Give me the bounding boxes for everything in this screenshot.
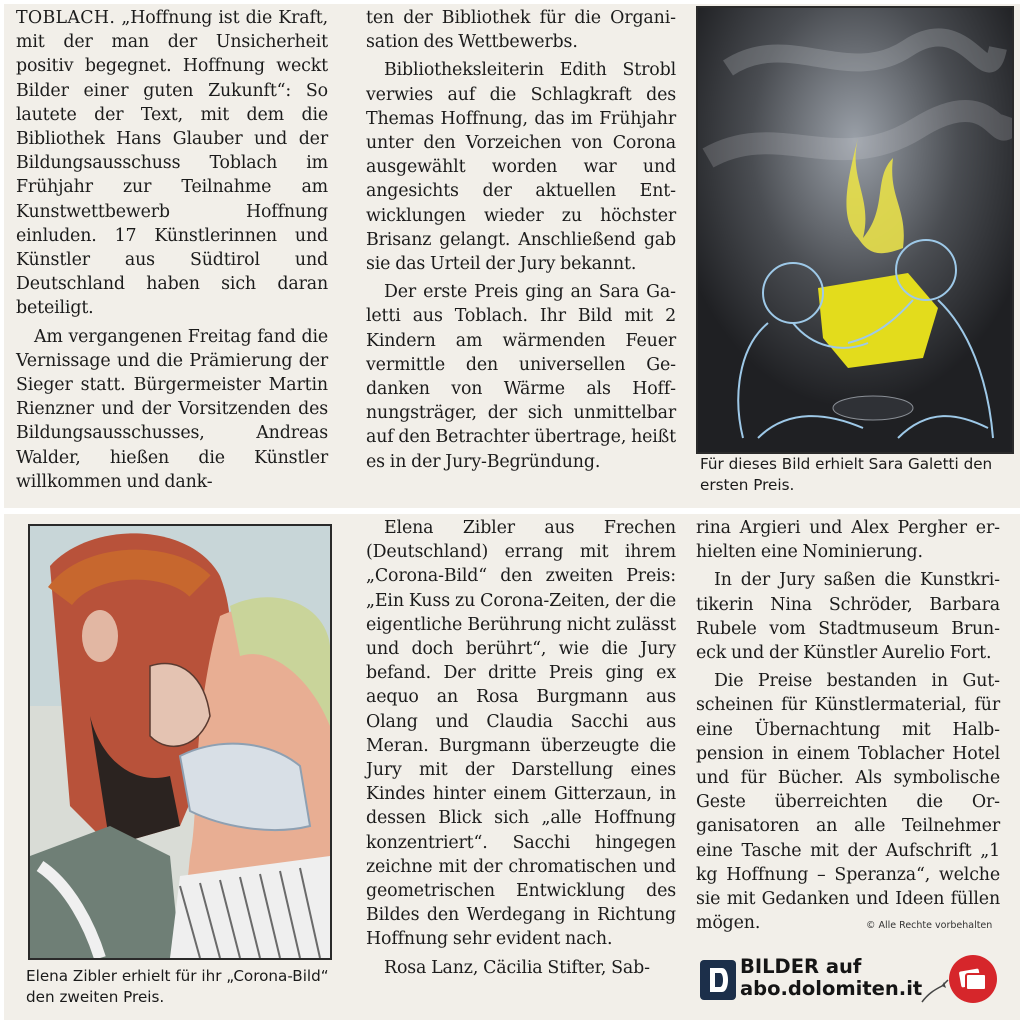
photo-gallery-icon[interactable] [948,954,998,1004]
paragraph-text: „Hoffnung ist die Kraft, mit der man der Unsicherheit positiv begegnet. Hoffnung weckt Bilder einer guten Zukunft“: So lautete der Text, mit dem die Bibliothek Hans Glauber und der Bildungsausschuss Toblach im Frühjahr zur Teilnahme am Kunstwettbewerb Hoffnung einluden. 17 Künstlerinnen und Künstler aus Südtirol und Deutschland haben sich daran beteiligt. [16,8,328,319]
dolomiten-logo-icon [700,960,736,1000]
article-paragraph [16,6,328,321]
article-panel-bottom [4,514,1020,1020]
article-paragraph: rina Argieri und Alex Pergher erhielten eine Nominierung. [696,518,1000,563]
article-column-5 [696,516,1000,935]
article-paragraph: ten der Bibliothek für die Organisation des Wettbewerbs. [366,8,676,53]
article-paragraph: Bibliotheksleiterin Edith Strobl verwies auf die Schlagkraft des Themas Hoffnung, das im Frühjahr unter den Vorzeichen von Corona ausgewählt worden war und angesichts der aktuellen Entwicklungen wieder zu höchster Brisanz gelangt. Anschließend gab sie das Urteil der Jury bekannt. [366,60,676,275]
photo-caption-bottom: Elena Zibler erhielt für ihr „Corona-Bild“ den zweiten Preis. [26,967,329,1006]
article-column-2 [366,6,676,474]
photo-corona-kiss-painting [28,524,332,960]
dateline: TOBLACH. [16,8,116,28]
promo-link[interactable]: abo.dolomiten.it [740,977,923,1000]
copyright-note: © Alle Rechte vorbehalten [866,920,993,931]
fire-painting-image [698,8,1012,452]
article-paragraph: Der erste Preis ging an Sara Galetti aus Toblach. Ihr Bild mit 2 Kindern am wärmenden Feuer vermittle den universellen Gedanken von Wärme als Hoffnungsträger, der sich unmittelbar auf den Betrachter übertrage, heißt es in der Jury-Begründung. [366,282,676,472]
article-column-4 [366,516,676,980]
pointer-hand-icon [920,976,950,1004]
promo-text[interactable] [740,956,922,1000]
photo-caption-top: Für dieses Bild erhielt Sara Galetti den ersten Preis. [700,455,993,494]
article-paragraph: Am vergangenen Freitag fand die Vernissage und die Prämierung der Sieger statt. Bürgermeister Martin Rienzner und der Vorsitzenden des Bildungsausschusses, Andreas Walder, hießen die Künstler willkommen und dank- [16,326,328,492]
article-paragraph: Rosa Lanz, Cäcilia Stifter, Sab- [384,957,650,978]
article-paragraph: Elena Zibler aus Frechen (Deutschland) errang mit ihrem „Corona-Bild“ den zweiten Preis: „Ein Kuss zu Corona-Zeiten, der die eigentliche Berührung nicht zulässt und doch berührt“, wie die Jury befand. Der dritte Preis ging ex aequo an Rosa Burgmann aus Olang und Claudia Sacchi aus Meran. Burgmann überzeugte die Jury mit der Darstellung eines Kindes hinter einem Gitterzaun, in dessen Blick sich „alle Hoffnung konzentriert“. Sacchi hingegen zeichne mit der chromatischen und geometrischen Entwicklung des Bildes den Werdegang in Richtung Hoffnung sehr evident nach. [366,518,676,950]
article-paragraph: In der Jury saßen die Kunstkritikerin Nina Schröder, Barbara Rubele vom Stadtmuseum Bruneck und der Künstler Aurelio Fort. [696,570,1000,664]
promo-banner[interactable] [700,954,1000,1008]
photo-fire-painting [696,6,1014,454]
article-panel-top [4,4,1020,508]
promo-line1: BILDER auf [740,955,862,978]
corona-kiss-image [30,526,330,958]
article-paragraph: Die Preise bestanden in Gutscheinen für Künstlermaterial, für eine Übernachtung mit Halbpension in einem Toblacher Hotel und für Bücher. Als symbolische Geste überreichten die Organisatoren an alle Teilnehmer eine Tasche mit der Aufschrift „1 kg Hoffnung – Speranza“, welche sie mit Gedanken und Ideen füllen mögen. [696,671,1000,934]
article-column-1 [16,6,328,494]
